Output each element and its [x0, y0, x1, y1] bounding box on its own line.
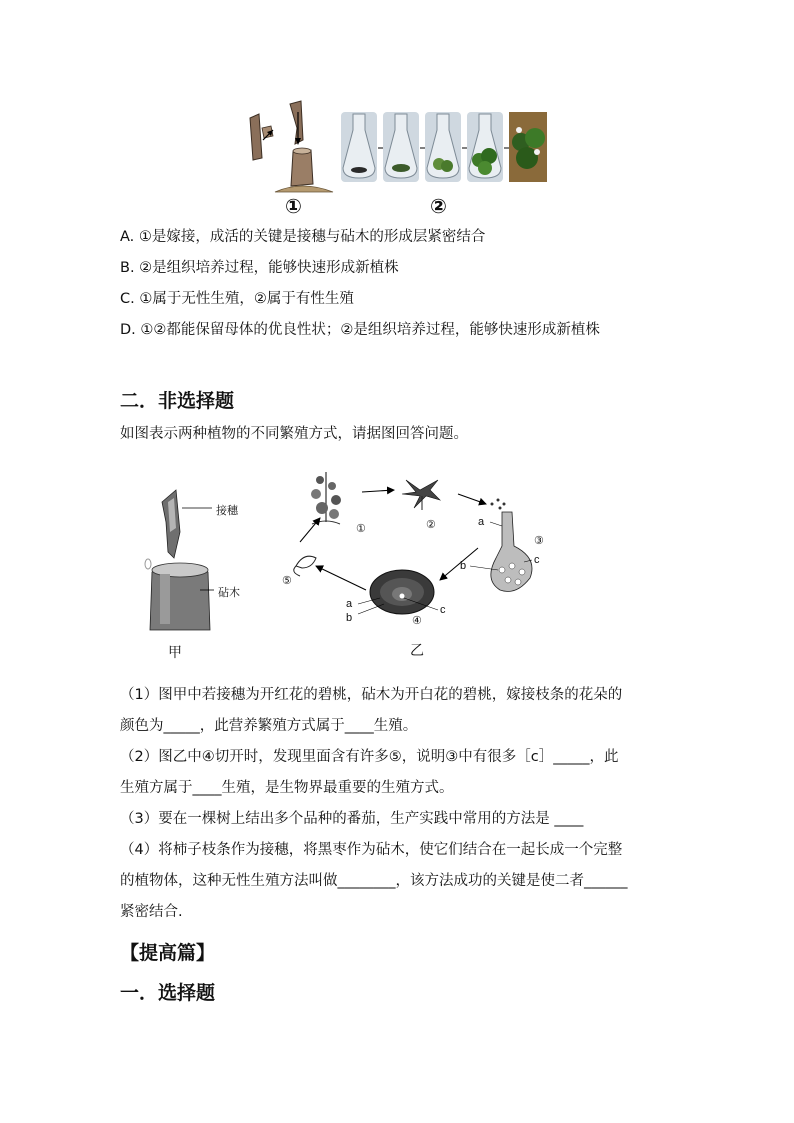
label-a-pistil: a [478, 516, 485, 528]
question-line: （2）图乙中④切开时，发现里面含有许多⑤，说明③中有很多［c］_____，此 [120, 749, 619, 765]
scion-piece [250, 114, 273, 160]
culture-flasks [341, 112, 547, 182]
label-5: ⑤ [282, 575, 292, 587]
reproduction-diagram [140, 462, 560, 662]
question-line: （4）将柿子枝条作为接穗，将黑枣作为砧木，使它们结合在一起长成一个完整 [120, 842, 623, 858]
label-1: ① [356, 523, 366, 535]
label-stock: 砧木 [218, 587, 240, 599]
flower-illustration [402, 480, 440, 510]
label-2: ② [426, 519, 436, 531]
question-line: （1）图甲中若接穗为开红花的碧桃，砧木为开白花的碧桃，嫁接枝条的花朵的 [120, 687, 623, 703]
graft-illustration [145, 490, 214, 630]
option-text: ①②都能保留母体的优良性状；②是组织培养过程，能够快速形成新植株 [140, 322, 600, 338]
section-title-non-choice: 二．非选择题 [120, 390, 235, 412]
improve-section-title: 【提高篇】 [120, 942, 216, 964]
label-scion: 接穗 [216, 505, 238, 517]
label-b-fruit: b [346, 612, 353, 624]
label-yi: 乙 [410, 643, 424, 659]
question-line: （3）要在一棵树上结出多个品种的番茄，生产实践中常用的方法是 ____ [120, 811, 584, 827]
option-letter: C. [120, 291, 135, 307]
question-line: 的植物体，这种无性生殖方法叫做________，该方法成功的关键是使二者______ [120, 873, 628, 889]
figure-label-1: ① [285, 194, 302, 218]
fruit-illustration [358, 570, 438, 614]
label-c-fruit: c [440, 604, 446, 616]
label-jia: 甲 [168, 645, 182, 661]
option-text: ①是嫁接，成活的关键是接穗与砧木的形成层紧密结合 [138, 229, 486, 245]
option-d [120, 320, 600, 340]
question-line: 紧密结合. [120, 904, 183, 920]
plant-illustration [311, 472, 341, 524]
option-letter: D. [120, 322, 136, 338]
label-4: ④ [412, 615, 422, 627]
label-a-fruit: a [346, 598, 353, 610]
option-a [120, 227, 485, 247]
label-c-pistil: c [534, 554, 540, 566]
pollen-dots [491, 499, 506, 510]
option-letter: A. [120, 229, 135, 245]
label-b-pistil: b [460, 560, 467, 572]
option-letter: B. [120, 260, 135, 276]
question-line: 颜色为_____，此营养繁殖方式属于____生殖。 [120, 718, 418, 734]
scion-piece-2 [290, 101, 303, 144]
intro-text: 如图表示两种植物的不同繁殖方式，请据图回答问题。 [120, 426, 468, 442]
option-b [120, 258, 399, 278]
option-text: ②是组织培养过程，能够快速形成新植株 [139, 260, 399, 276]
seed-illustration [294, 556, 316, 576]
section-title-choice: 一．选择题 [120, 982, 216, 1004]
option-c [120, 289, 354, 309]
label-3: ③ [534, 535, 544, 547]
question-line: 生殖方属于____生殖，是生物界最重要的生殖方式。 [120, 780, 454, 796]
figure-label-2: ② [430, 194, 447, 218]
reproduction-figure [140, 462, 560, 662]
rootstock [275, 148, 333, 192]
option-text: ①属于无性生殖，②属于有性生殖 [139, 291, 354, 307]
